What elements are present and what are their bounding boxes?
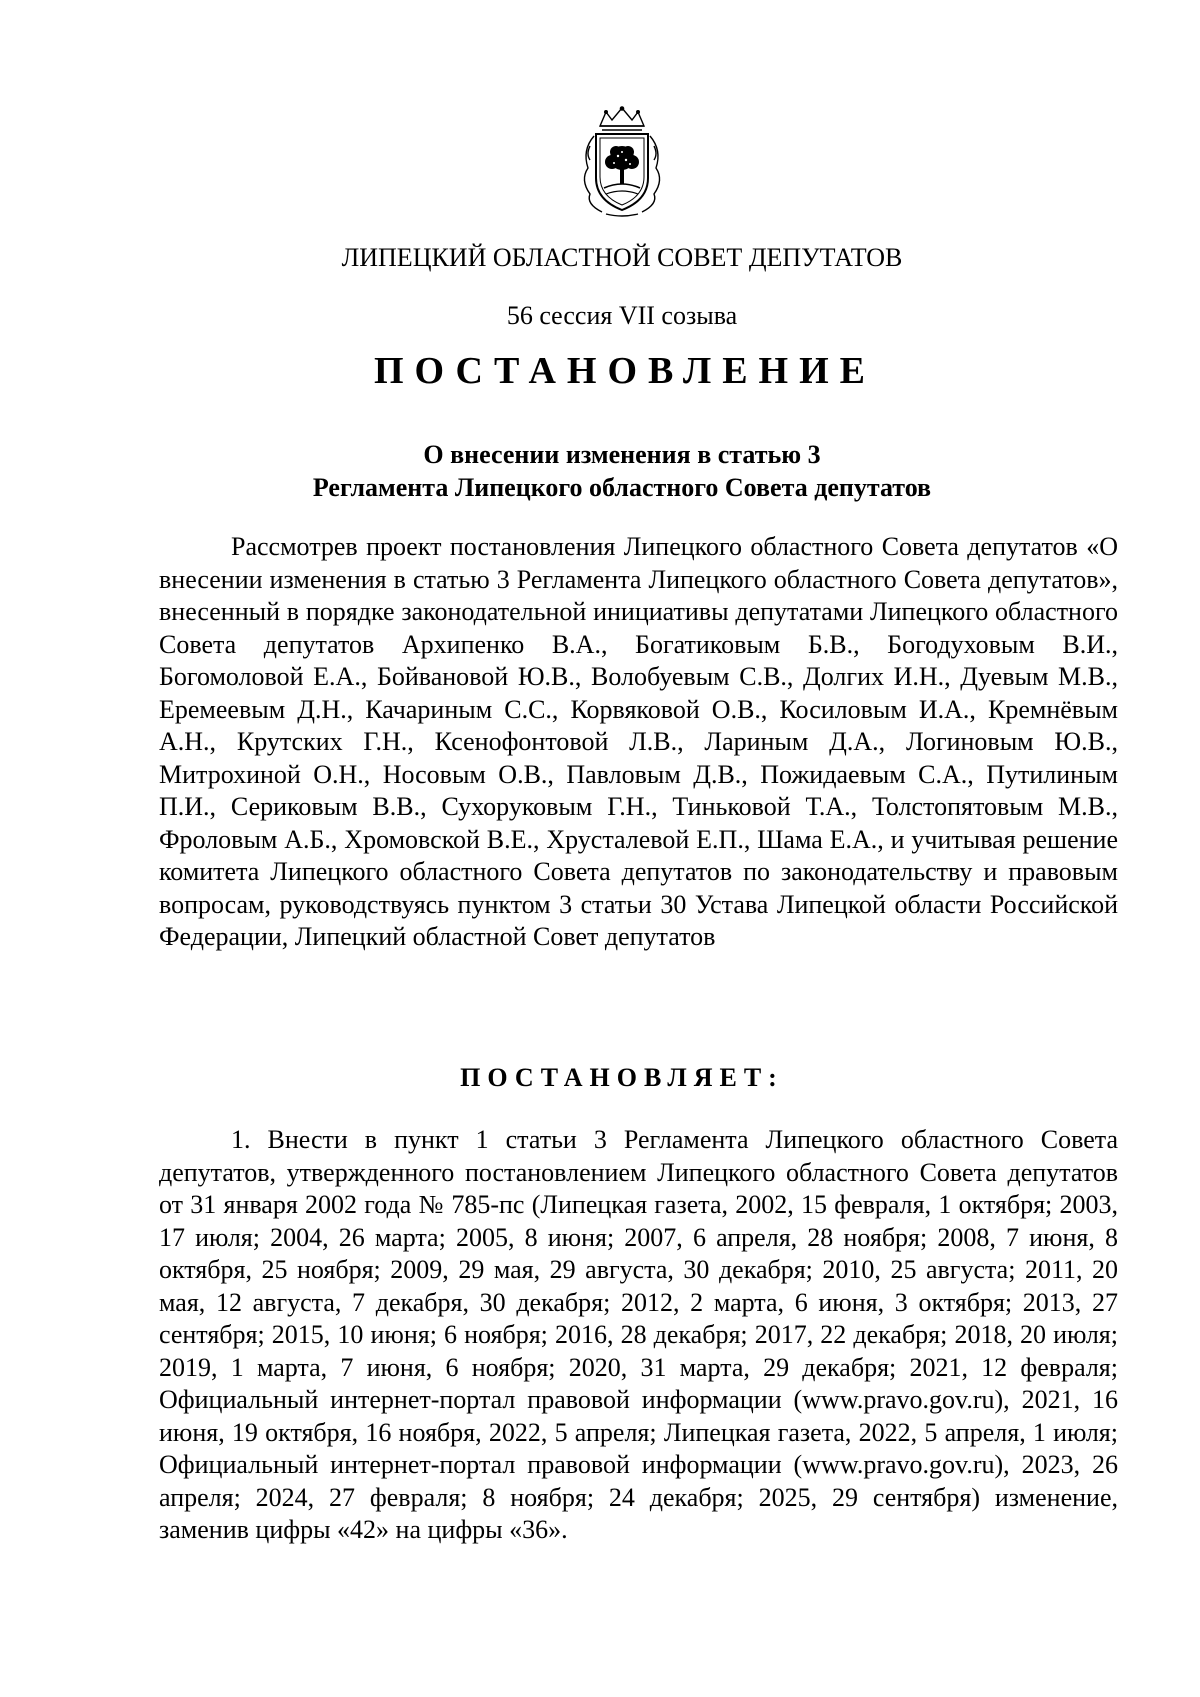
subject-line-2: Регламента Липецкого областного Совета депутатов <box>312 473 932 502</box>
document-type-title: ПОСТАНОВЛЕНИЕ <box>373 350 877 392</box>
session-info: 56 сессия VII созыва <box>506 301 738 330</box>
coat-of-arms-icon <box>576 106 668 218</box>
resolves-heading: ПОСТАНОВЛЯЕТ: <box>460 1063 784 1092</box>
subject-line-1: О внесении изменения в статью 3 <box>423 440 821 469</box>
clause-1-paragraph: 1. Внести в пункт 1 статьи 3 Регламента Липецкого областного Совета депутатов, утвержденного постановлением Липецкого областного Совета депутатов от 31 января 2002 года № 785-пс (Липецкая газета, 2002, 15 февраля, 1 октября; 2003, 17 июля; 2004, 26 марта; 2005, 8 июня; 2007, 6 апреля, 28 ноября; 2008, 7 июня, 8 октября, 25 ноября; 2009, 29 мая, 29 августа, 30 декабря; 2010, 25 августа; 2011, 20 мая, 12 августа, 7 декабря, 30 декабря; 2012, 2 марта, 6 июня, 3 октября; 2013, 27 сентября; 2015, 10 июня; 6 ноября; 2016, 28 декабря; 2017, 22 декабря; 2018, 20 июля; 2019, 1 марта, 7 июня, 6 ноября; 2020, 31 марта, 29 декабря; 2021, 12 февраля; Официальный интернет-портал правовой информации (www.pravo.gov.ru), 2021, 16 июня, 19 октября, 16 ноября, 2022, 5 апреля; Липецкая газета, 2022, 5 апреля, 1 июля; Официальный интернет-портал правовой информации (www.pravo.gov.ru), 2023, 26 апреля; 2024, 27 февраля; 8 ноября; 24 декабря; 2025, 29 сентября) изменение, заменив цифры «42» на цифры «36». <box>159 1125 1118 1544</box>
preamble-paragraph: Рассмотрев проект постановления Липецкого областного Совета депутатов «О внесении изменения в статью 3 Регламента Липецкого областного Совета депутатов», внесенный в порядке законодательной инициативы депутатами Липецкого областного Совета депутатов Архипенко В.А., Богатиковым Б.В., Богодуховым В.И., Богомоловой Е.А., Бойвановой Ю.В., Волобуевым С.В., Долгих И.Н., Дуевым М.В., Еремеевым Д.Н., Качариным С.С., Корвяковой О.В., Косиловым И.А., Кремнёвым А.Н., Крутских Г.Н., Ксенофонтовой Л.В., Лариным Д.А., Логиновым Ю.В., Митрохиной О.Н., Носовым О.В., Павловым Д.В., Пожидаевым С.А., Путилиным П.И., Сериковым В.В., Сухоруковым Г.Н., Тиньковой Т.А., Толстопятовым М.В., Фроловым А.Б., Хромовской В.Е., Хрусталевой Е.П., Шама Е.А., и учитывая решение комитета Липецкого областного Совета депутатов по законодательству и правовым вопросам, руководствуясь пунктом 3 статьи 30 Устава Липецкой области Российской Федерации, Липецкий областной Совет депутатов <box>159 532 1118 951</box>
organization-name: ЛИПЕЦКИЙ ОБЛАСТНОЙ СОВЕТ ДЕПУТАТОВ <box>341 243 903 272</box>
document-subject <box>0 438 1200 504</box>
